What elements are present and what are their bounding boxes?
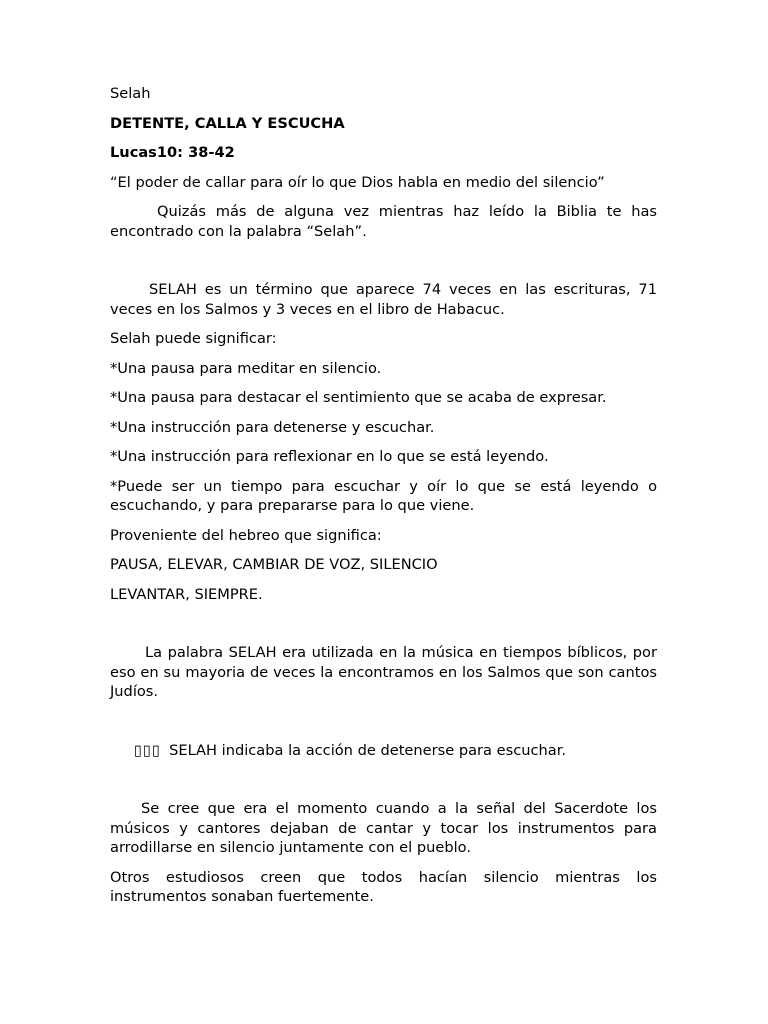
meaning-item: *Puede ser un tiempo para escuchar y oír lo que se está leyendo o escuchando, y para prepararse para lo que viene.: [110, 477, 657, 514]
music-paragraph: La palabra SELAH era utilizada en la música en tiempos bíblicos, por eso en su mayoria de veces la encontramos en los Salmos que son cantos Judíos.: [110, 644, 657, 700]
hebrew-line: LEVANTAR, SIEMPRE.: [110, 585, 263, 603]
hebrew-label: Proveniente del hebreo que significa:: [110, 526, 382, 544]
bible-reference: Lucas10: 38-42: [110, 144, 235, 161]
quote-line: “El poder de callar para oír lo que Dios habla en medio del silencio”: [110, 173, 605, 191]
missing-glyph-icon: ▯▯▯: [134, 741, 162, 759]
doc-heading: Selah: [110, 85, 151, 102]
meaning-item: *Una pausa para destacar el sentimiento que se acaba de expresar.: [110, 389, 607, 406]
hebrew-line: PAUSA, ELEVAR, CAMBIAR DE VOZ, SILENCIO: [110, 556, 438, 573]
spacer: [110, 770, 657, 799]
spacer: [110, 251, 657, 280]
indicates-text: SELAH indicaba la acción de detenerse para escuchar.: [169, 741, 567, 759]
meaning-label: Selah puede significar:: [110, 330, 277, 347]
meaning-item: *Una pausa para meditar en silencio.: [110, 359, 382, 377]
meaning-item: *Una instrucción para reflexionar en lo que se está leyendo.: [110, 448, 549, 465]
others-paragraph: Otros estudiosos creen que todos hacían silencio mientras los instrumentos sonaban fuertemente.: [110, 868, 657, 905]
priest-paragraph: Se cree que era el momento cuando a la señal del Sacerdote los músicos y cantores dejaban de cantar y tocar los instrumentos para arrodillarse en silencio juntamente con el pueblo.: [110, 800, 657, 856]
spacer: [110, 712, 657, 741]
indicates-line: [110, 741, 657, 761]
meaning-item: *Una instrucción para detenerse y escuchar.: [110, 418, 435, 436]
spacer: [110, 614, 657, 643]
selah-term-paragraph: SELAH es un término que aparece 74 veces en las escrituras, 71 veces en los Salmos y 3 veces en el libro de Habacuc.: [110, 281, 657, 318]
doc-title: DETENTE, CALLA Y ESCUCHA: [110, 114, 345, 132]
intro-paragraph: Quizás más de alguna vez mientras haz leído la Biblia te has encontrado con la palabra “Selah”.: [110, 203, 657, 240]
